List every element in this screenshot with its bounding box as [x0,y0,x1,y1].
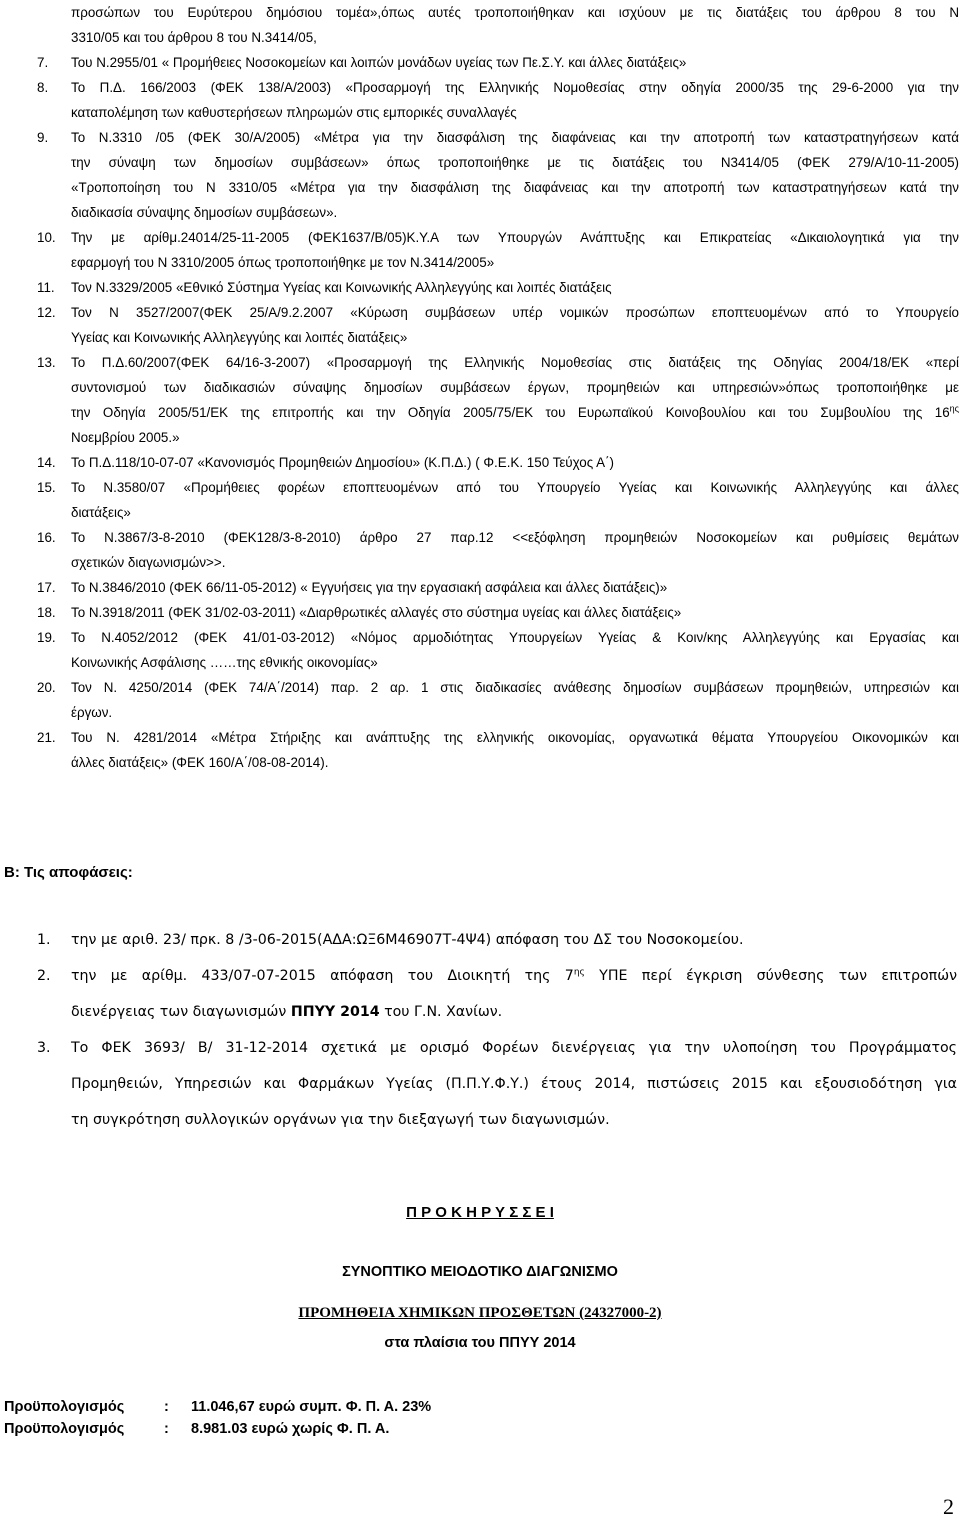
list-text [71,958,957,994]
list-number: 13. [37,355,56,370]
superscript: ης [949,403,959,414]
list-number: 12. [37,305,56,320]
superscript: ης [573,967,585,978]
list-number: 3. [37,1040,51,1056]
list-item [37,625,959,650]
list-text: Τον Ν 3527/2007(ΦΕΚ 25/Α/9.2.2007 «Κύρωση συμβάσεων υπέρ νομικών προσώπων εποπτευομένων από το Υπουργείο [71,305,959,320]
list-item [37,450,959,475]
list-item [37,575,959,600]
list-text-part: την με αρίθμ. 433/07-07-2015 απόφαση του Διοικητή της 7 [71,968,574,984]
list-item [37,600,959,625]
list-text-continued: καταπολέμηση των καθυστερήσεων πληρωμών στις εμπορικές συναλλαγές [71,105,517,120]
list-text-continued: Νοεμβρίου 2005.» [71,430,180,445]
framework-line: στα πλαίσια του ΠΠΥΥ 2014 [384,1335,576,1351]
list-number: 7. [37,55,49,70]
list-number: 2. [37,968,51,984]
list-number: 20. [37,680,56,695]
list-number: 10. [37,230,56,245]
intro-line: προσώπων του Ευρύτερου δημόσιου τομέα»,όπως αυτές τροποποιήθηκαν και ισχύουν με τις διατάξεις του άρθρου 8 του Ν [71,5,959,20]
list-text: Την με αρίθμ.24014/25-11-2005 (ΦΕΚ1637/Β/05)Κ.Υ.Α των Υπουργών Ανάπτυξης και Επικρατείας «Δικαιολογητικά για την [71,230,959,245]
list-text-continued: συντονισμού των διαδικασιών σύναψης δημοσίων συμβάσεων έργων, προμηθειών και υπηρεσιών»όπως τροποποιήθηκε με [71,380,959,395]
list-text [71,994,957,1030]
list-text: Το Π.Δ.118/10-07-07 «Κανονισμός Προμηθειών Δημοσίου» (Κ.Π.Δ.) ( Φ.Ε.Κ. 150 Τεύχος Α΄) [71,455,615,470]
section-heading: Β: Τις αποφάσεις: [4,864,133,881]
list-text-continued: διαδικασία σύναψης δημοσίων συμβάσεων». [71,205,338,220]
list-text: Το Ν.3846/2010 (ΦΕΚ 66/11-05-2012) « Εγγυήσεις για την εργασιακή ασφάλεια και άλλες διατάξεις)» [71,580,668,595]
list-item-continued [37,994,957,1030]
list-text: Το Π.Δ. 166/2003 (ΦΕΚ 138/Α/2003) «Προσαρμογή της Ελληνικής Νομοθεσίας στην οδηγία 2000/35 της 29-6-2000 για την [71,80,959,95]
list-text: Τον Ν.3329/2005 «Εθνικό Σύστημα Υγείας και Κοινωνικής Αλληλεγγύης και λοιπές διατάξεις [71,280,612,295]
budget-colon: : [164,1421,169,1437]
list-text-part: ΥΠΕ περί έγκριση σύνθεσης των επιτροπών [584,968,957,984]
list-text-continued: «Τροποποίηση του Ν 3310/05 «Μέτρα για την διασφάλιση της διαφάνειας και την αποτροπή των καταστρατηγήσεων κατά την [71,180,959,195]
list-text: Το ΦΕΚ 3693/ Β/ 31-12-2014 σχετικά με ορισμό Φορέων διενέργειας για την υλοποίηση του Προγράμματος [71,1040,957,1056]
list-text-continued: την σύναψη των δημοσίων συμβάσεων» όπως τροποποιήθηκε με τις διατάξεις του Ν3414/05 (ΦΕΚ 279/Α/10-11-2005) [71,155,959,170]
list-text-continued [37,400,959,425]
list-text: Τον Ν. 4250/2014 (ΦΕΚ 74/Α΄/2014) παρ. 2 αρ. 1 στις διαδικασίες ανάθεσης δημοσίων συμβάσεων προμηθειών, υπηρεσιών και [71,680,959,695]
list-text-part: του Γ.Ν. Χανίων. [379,1004,503,1020]
list-item [37,50,959,75]
list-number: 15. [37,480,56,495]
list-text: Το Ν.3867/3-8-2010 (ΦΕΚ128/3-8-2010) άρθρο 27 παρ.12 <<εξόφληση προμηθειών Νοσοκομείων και ρυθμίσεις θεμάτων [71,530,959,545]
list-text-continued: Κοινωνικής Ασφάλισης ……της εθνικής οικονομίας» [71,655,378,670]
intro-line: 3310/05 και του άρθρου 8 του Ν.3414/05, [71,30,317,45]
list-text-continued: διατάξεις» [71,505,131,520]
supply-title: ΠΡΟΜΗΘΕΙΑ ΧΗΜΙΚΩΝ ΠΡΟΣΘΕΤΩΝ (24327000-2) [298,1305,662,1321]
list-text: Το Ν.3580/07 «Προμήθειες φορέων εποπτευομένων από του Υπουργείο Υγείας και Κοινωνικής Αλληλεγγύης και άλλες [71,480,959,495]
list-item [37,300,959,325]
list-item [37,675,959,700]
list-item [37,125,959,150]
list-number: 14. [37,455,56,470]
list-text-continued: σχετικών διαγωνισμών>>. [71,555,226,570]
list-text: Το Ν.4052/2012 (ΦΕΚ 41/01-03-2012) «Νόμος αρμοδιότητας Υπουργείων Υγείας & Κοιν/κης Αλληλεγγύης και Εργασίας και [71,630,959,645]
page-number: 2 [943,1494,954,1519]
list-item [37,725,959,750]
list-text-bold: ΠΠΥΥ 2014 [290,1004,380,1020]
list-text-part: διενέργειας των διαγωνισμών [71,1004,291,1020]
summary-title: ΣΥΝΟΠΤΙΚΟ ΜΕΙΟΔΟΤΙΚΟ ΔΙΑΓΩΝΙΣΜΟ [342,1264,618,1280]
list-text: Προμηθειών, Υπηρεσιών και Φαρμάκων Υγείας (Π.Π.Υ.Φ.Υ.) έτους 2014, πιστώσεις 2015 και εξουσιοδότηση για [71,1076,957,1092]
list-text-continued: άλλες διατάξεις» (ΦΕΚ 160/Α΄/08-08-2014). [71,755,329,770]
list-item [37,475,959,500]
budget-value: 8.981.03 ευρώ χωρίς Φ. Π. Α. [191,1421,390,1437]
list-text: τη συγκρότηση συλλογικών οργάνων για την διεξαγωγή των διαγωνισμών. [71,1112,610,1128]
budget-row [4,1418,389,1440]
list-item [37,75,959,100]
list-item-continued [37,1066,957,1102]
list-text: Το Ν.3918/2011 (ΦΕΚ 31/02-03-2011) «Διαρθρωτικές αλλαγές στο σύστημα υγείας και άλλες διατάξεις» [71,605,682,620]
list-item [37,922,957,958]
list-number: 18. [37,605,56,620]
list-number: 16. [37,530,56,545]
laws-list [37,50,959,775]
intro-paragraph [71,0,959,50]
list-text: Του Ν. 4281/2014 «Μέτρα Στήριξης και ανάπτυξης της ελληνικής οικονομίας, οργανωτικά θέματα Υπουργείου Οικονομικών και [71,730,959,745]
list-item [37,225,959,250]
list-item-continued [37,1102,957,1138]
budget-value: 11.046,67 ευρώ συμπ. Φ. Π. Α. 23% [191,1399,432,1415]
list-item [37,958,957,994]
list-text: την με αριθ. 23/ πρκ. 8 /3-06-2015(ΑΔΑ:ΩΞ6Μ46907Τ-4Ψ4) απόφαση του ΔΣ του Νοσοκομείου. [71,932,744,948]
budget-label: Προϋπολογισμός [4,1399,125,1415]
list-number: 19. [37,630,56,645]
list-number: 11. [37,280,55,295]
list-item [37,525,959,550]
list-item [37,1030,957,1066]
list-text: Το Ν.3310 /05 (ΦΕΚ 30/Α/2005) «Μέτρα για την διασφάλιση της διαφάνειας και την αποτροπή των καταστρατηγήσεων κατά [71,130,959,145]
list-number: 1. [37,932,51,948]
budget-colon: : [164,1399,169,1415]
list-number: 9. [37,130,49,145]
list-text-continued: έργων. [71,705,113,720]
budget-label: Προϋπολογισμός [4,1421,125,1437]
list-text: Του Ν.2955/01 « Προμήθειες Νοσοκομείων και λοιπών μονάδων υγείας των Πε.Σ.Υ. και άλλες διατάξεις» [71,55,687,70]
list-text-part: την Οδηγία 2005/51/ΕΚ της επιτροπής και την Οδηγία 2005/75/ΕΚ του Ευρωπαϊκού Κοινοβουλίου και του Συμβουλίου της 16 [71,405,950,420]
list-number: 21. [37,730,56,745]
list-text-continued: Υγείας και Κοινωνικής Αλληλεγγύης και λοιπές διατάξεις» [71,330,408,345]
budget-row [4,1396,431,1418]
list-item [37,350,959,375]
decisions-list [37,922,957,1138]
list-item [37,275,959,300]
announcement-title: Π Ρ Ο Κ Η Ρ Υ Σ Σ Ε Ι [406,1204,554,1221]
list-number: 17. [37,580,56,595]
list-text: Το Π.Δ.60/2007(ΦΕΚ 64/16-3-2007) «Προσαρμογή της Ελληνικής Νομοθεσίας στις διατάξεις της Οδηγίας 2004/18/ΕΚ «περί [71,355,959,370]
list-text-continued: εφαρμογή του Ν 3310/2005 όπως τροποποιήθηκε με τον Ν.3414/2005» [71,255,495,270]
list-number: 8. [37,80,49,95]
